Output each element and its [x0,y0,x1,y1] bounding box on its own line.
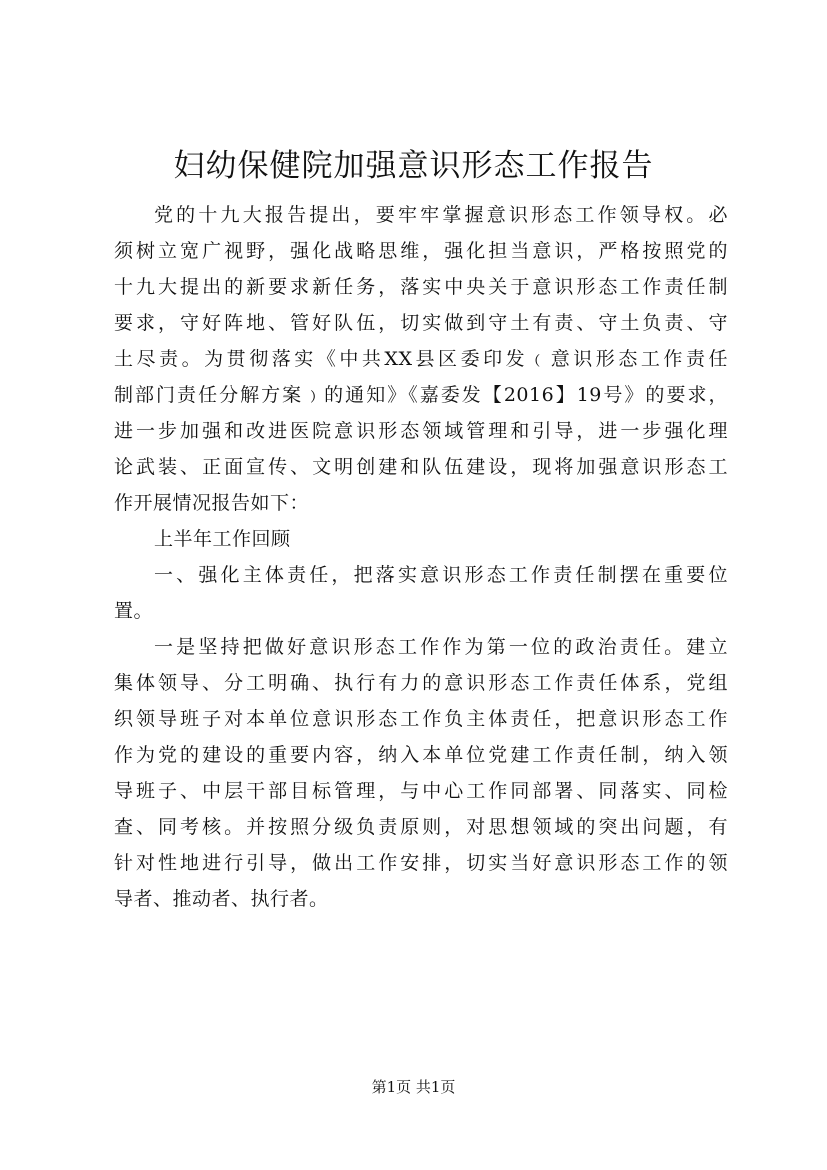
document-body [114,197,728,917]
body-line-20: 导者、推动者、执行者。 [114,888,329,910]
body-line-2: 须树立宽广视野，强化战略思维，强化担当意识，严格按照党的 [114,240,728,262]
body-line-15: 织领导班子对本单位意识形态工作负主体责任，把意识形态工作 [114,708,728,730]
body-line-13: 一是坚持把做好意识形态工作作为第一位的政治责任。建立 [154,636,728,658]
page-number-footer: 第1页 共1页 [371,1078,456,1096]
body-line-17: 导班子、中层干部目标管理，与中心工作同部署、同落实、同检 [114,780,728,802]
body-line-8: 论武装、正面宣传、文明创建和队伍建设，现将加强意识形态工 [114,456,728,478]
body-line-5: 土尽责。为贯彻落实《中共XX县区委印发﹙意识形态工作责任 [114,348,728,370]
body-line-12: 置。 [114,600,154,622]
body-line-11: 一、强化主体责任，把落实意识形态工作责任制摆在重要位 [154,564,728,586]
body-line-18: 查、同考核。并按照分级负责原则，对思想领域的突出问题，有 [114,816,728,838]
document-title: 妇幼保健院加强意识形态工作报告 [173,148,654,184]
body-line-14: 集体领导、分工明确、执行有力的意识形态工作责任体系，党组 [114,672,728,694]
body-line-16: 作为党的建设的重要内容，纳入本单位党建工作责任制，纳入领 [114,744,728,766]
body-line-4: 要求，守好阵地、管好队伍，切实做到守土有责、守土负责、守 [114,312,728,334]
section-heading: 上半年工作回顾 [154,528,291,550]
body-line-3: 十九大提出的新要求新任务，落实中央关于意识形态工作责任制 [114,276,728,298]
body-line-7: 进一步加强和改进医院意识形态领域管理和引导，进一步强化理 [114,420,728,442]
body-line-1: 党的十九大报告提出，要牢牢掌握意识形态工作领导权。必 [154,204,728,226]
body-line-6: 制部门责任分解方案﹚的通知》《嘉委发【2016】19号》的要求， [114,384,728,406]
body-line-9: 作开展情况报告如下： [114,492,310,514]
body-line-19: 针对性地进行引导，做出工作安排，切实当好意识形态工作的领 [114,852,728,874]
